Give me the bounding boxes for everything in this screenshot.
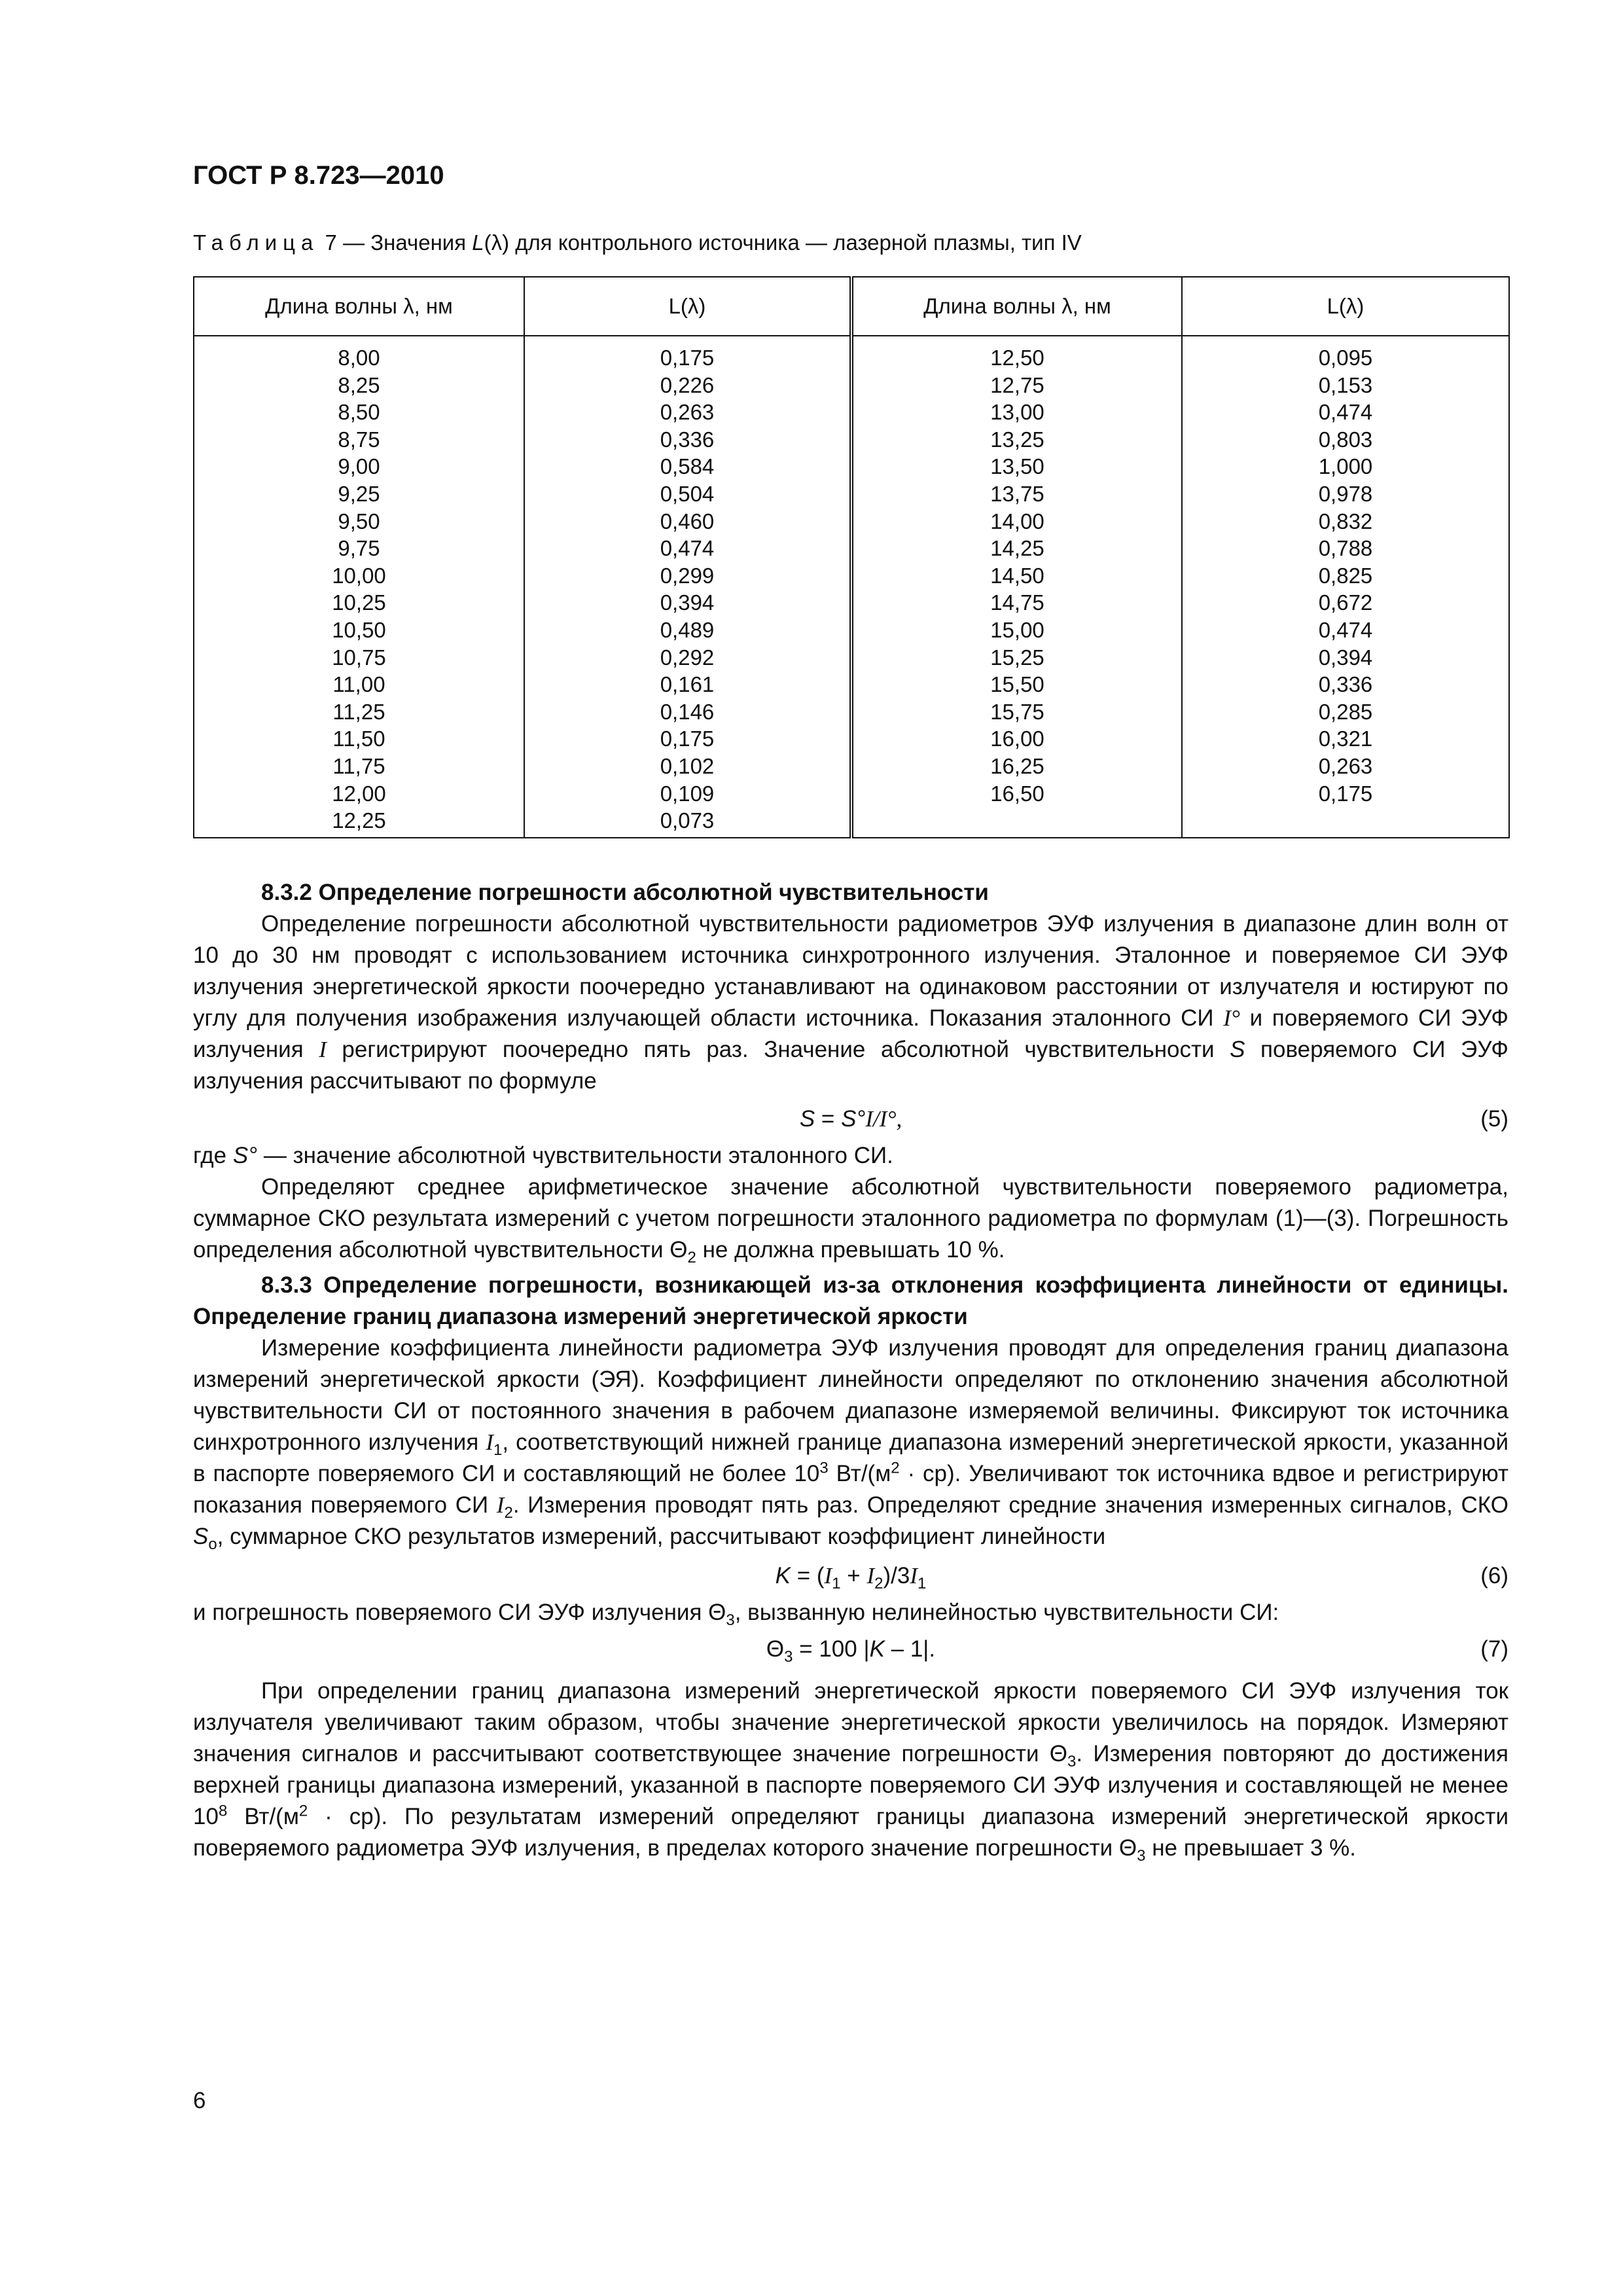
text-run: не превышает 3 %. bbox=[1145, 1835, 1357, 1861]
text-run: . Измерения повторяют до достижения верхней границы диапазона измерений, указанной в паспорте поверяемого СИ ЭУФ излучения и составляющей не менее 10 bbox=[193, 1741, 1508, 1829]
text-run: = bbox=[815, 1106, 842, 1132]
text-run: = ( bbox=[791, 1563, 825, 1588]
caption-lead: Таблица bbox=[193, 230, 319, 255]
text-run: Вт/(м bbox=[227, 1804, 299, 1829]
superscript: 2 bbox=[298, 1802, 308, 1820]
table-cell bbox=[851, 336, 1182, 838]
wavelength-column-2: 12,50 12,75 13,00 13,25 13,50 13,75 14,00 14,25 14,50 14,75 15,00 15,25 15,50 15,75 16,00 16,25 16,50 bbox=[990, 346, 1044, 806]
text-run: · ср). Увеличивают ток источника вдвое и регистрируют показания поверяемого СИ bbox=[193, 1461, 1508, 1518]
paragraph bbox=[193, 1172, 1508, 1266]
subscript: 2 bbox=[687, 1249, 696, 1266]
symbol: I bbox=[866, 1563, 875, 1588]
paragraph bbox=[193, 1333, 1508, 1552]
subscript: 2 bbox=[874, 1575, 883, 1592]
text-run: , вызванную нелинейностью чувствительности СИ: bbox=[734, 1600, 1279, 1625]
text-run: Θ bbox=[766, 1636, 785, 1662]
subscript: 3 bbox=[726, 1611, 735, 1629]
symbol: S° bbox=[232, 1143, 258, 1168]
document-header: ГОСТ Р 8.723—2010 bbox=[193, 161, 444, 190]
subscript: 2 bbox=[504, 1504, 513, 1522]
formula-body bbox=[193, 1634, 1508, 1665]
formula-body bbox=[193, 1560, 1508, 1592]
text-run: , соответствующий нижней границе диапазона измерений энергетической яркости, указанной в паспорте поверяемого СИ и составляющий не более 10 bbox=[193, 1429, 1508, 1486]
text-run: регистрируют поочередно пять раз. Значение абсолютной чувствительности bbox=[326, 1037, 1230, 1062]
symbol: I bbox=[824, 1563, 832, 1588]
subscript: 3 bbox=[1067, 1753, 1077, 1770]
text-run: При определении границ диапазона измерений энергетической яркости поверяемого СИ ЭУФ излучения ток излучателя увеличивают таким образом, чтобы значение энергетической яркости увеличилось на порядок. Измеряют значения сигналов и рассчитывают соответствующее значение погрешности Θ bbox=[193, 1678, 1508, 1767]
table-cell bbox=[524, 336, 851, 838]
subscript: 3 bbox=[784, 1648, 793, 1666]
text-run: и поверяемого СИ ЭУФ излучения bbox=[193, 1005, 1508, 1062]
text-run: · ср). По результатам измерений определяют границы диапазона измерений энергетической яркости поверяемого радиометра ЭУФ излучения, в пределах которого значение погрешности Θ bbox=[193, 1804, 1508, 1861]
text-run: — значение абсолютной чувствительности эталонного СИ. bbox=[257, 1143, 893, 1168]
subscript: 3 bbox=[1137, 1847, 1146, 1865]
text-run: и погрешность поверяемого СИ ЭУФ излучения Θ bbox=[193, 1600, 726, 1625]
text-run: Определяют среднее арифметическое значение абсолютной чувствительности поверяемого радиометра, суммарное СКО результата измерений с учетом погрешности эталонного радиометра по формулам (1)—(3). Погрешность определения абсолютной чувствительности Θ bbox=[193, 1174, 1508, 1263]
symbol: K bbox=[775, 1563, 791, 1588]
symbol: I° bbox=[1223, 1005, 1240, 1031]
L-column-2: 0,095 0,153 0,474 0,803 1,000 0,978 0,832 0,788 0,825 0,672 0,474 0,394 0,336 0,285 0,321 0,263 0,175 bbox=[1318, 346, 1373, 806]
text-run: Определение погрешности абсолютной чувствительности радиометров ЭУФ излучения в диапазоне длин волн от 10 до 30 нм проводят с использованием источника синхротронного излучения. Эталонное и поверяемое СИ ЭУФ излучения энергетической яркости поочередно устанавливают на одинаковом расстоянии от излучателя и юстируют по углу для получения изображения излучающей области источника. Показания эталонного СИ bbox=[193, 911, 1508, 1031]
formula-body bbox=[193, 1103, 1508, 1135]
symbol: I/I°, bbox=[865, 1106, 902, 1132]
caption-text: 7 — Значения bbox=[319, 230, 473, 255]
paragraph bbox=[193, 1140, 1508, 1172]
subscript: 1 bbox=[493, 1441, 503, 1459]
text-run: – 1|. bbox=[884, 1636, 936, 1662]
formula-number: (6) bbox=[1480, 1563, 1508, 1588]
symbol: S bbox=[799, 1106, 815, 1132]
symbol: S° bbox=[841, 1106, 866, 1132]
subscript: о bbox=[208, 1535, 217, 1553]
superscript: 3 bbox=[819, 1459, 829, 1477]
text-run: + bbox=[840, 1563, 867, 1588]
text-run: где bbox=[193, 1143, 233, 1168]
table-caption bbox=[193, 230, 1082, 255]
table-header-row bbox=[194, 277, 1509, 336]
symbol: I bbox=[319, 1037, 327, 1062]
header-L-2: L(λ) bbox=[1182, 277, 1509, 336]
body-text bbox=[193, 877, 1508, 1864]
subscript: 1 bbox=[917, 1575, 927, 1592]
text-run: Вт/(м bbox=[828, 1461, 891, 1486]
table-7 bbox=[193, 276, 1510, 838]
paragraph bbox=[193, 1676, 1508, 1864]
symbol: I bbox=[496, 1492, 505, 1518]
paragraph bbox=[193, 908, 1508, 1097]
text-run: , суммарное СКО результатов измерений, рассчитывают коэффициент линейности bbox=[217, 1524, 1106, 1549]
text-run: )/3 bbox=[883, 1563, 910, 1588]
text-run: = 100 | bbox=[793, 1636, 870, 1662]
formula-6 bbox=[193, 1560, 1508, 1597]
superscript: 2 bbox=[891, 1459, 900, 1477]
caption-symbol: L bbox=[472, 230, 484, 255]
formula-number: (7) bbox=[1480, 1636, 1508, 1662]
symbol: I bbox=[486, 1429, 493, 1455]
symbol: S bbox=[193, 1524, 209, 1549]
header-wavelength-2: Длина волны λ, нм bbox=[851, 277, 1182, 336]
symbol: K bbox=[869, 1636, 885, 1662]
text-run: . Измерения проводят пять раз. Определяют средние значения измеренных сигналов, СКО bbox=[512, 1492, 1508, 1518]
formula-number: (5) bbox=[1480, 1106, 1508, 1132]
symbol: I bbox=[910, 1563, 918, 1588]
caption-text-end: (λ) для контрольного источника — лазерной плазмы, тип IV bbox=[484, 230, 1082, 255]
header-L-1: L(λ) bbox=[524, 277, 851, 336]
paragraph bbox=[193, 1597, 1508, 1628]
formula-7 bbox=[193, 1634, 1508, 1670]
section-heading-8-3-3: 8.3.3 Определение погрешности, возникающей из-за отклонения коэффициента линейности от единицы. Определение границ диапазона измерений энергетической яркости bbox=[193, 1272, 1508, 1329]
text-run: поверяемого СИ ЭУФ излучения рассчитывают по формуле bbox=[193, 1037, 1508, 1094]
section-heading-8-3-2: 8.3.2 Определение погрешности абсолютной чувствительности bbox=[261, 880, 989, 905]
text-run: не должна превышать 10 %. bbox=[696, 1237, 1005, 1263]
superscript: 8 bbox=[218, 1802, 228, 1820]
formula-5 bbox=[193, 1103, 1508, 1140]
L-column-1: 0,175 0,226 0,263 0,336 0,584 0,504 0,460 0,474 0,299 0,394 0,489 0,292 0,161 0,146 0,175 0,102 0,109 0,073 bbox=[660, 346, 715, 833]
table-cell bbox=[194, 336, 524, 838]
header-wavelength-1: Длина волны λ, нм bbox=[194, 277, 524, 336]
wavelength-column-1: 8,00 8,25 8,50 8,75 9,00 9,25 9,50 9,75 10,00 10,25 10,50 10,75 11,00 11,25 11,50 11,75 12,00 12,25 bbox=[332, 346, 386, 833]
table-row bbox=[194, 336, 1509, 838]
page-number: 6 bbox=[193, 2088, 206, 2113]
symbol: S bbox=[1230, 1037, 1245, 1062]
subscript: 1 bbox=[832, 1575, 841, 1592]
text-run: Измерение коэффициента линейности радиометра ЭУФ излучения проводят для определения границ диапазона измерений энергетической яркости (ЭЯ). Коэффициент линейности определяют по отклонению значения абсолютной чувствительности СИ от постоянного значения в рабочем диапазоне измеряемой величины. Фиксируют ток источника синхротронного излучения bbox=[193, 1335, 1508, 1455]
table-cell bbox=[1182, 336, 1509, 838]
